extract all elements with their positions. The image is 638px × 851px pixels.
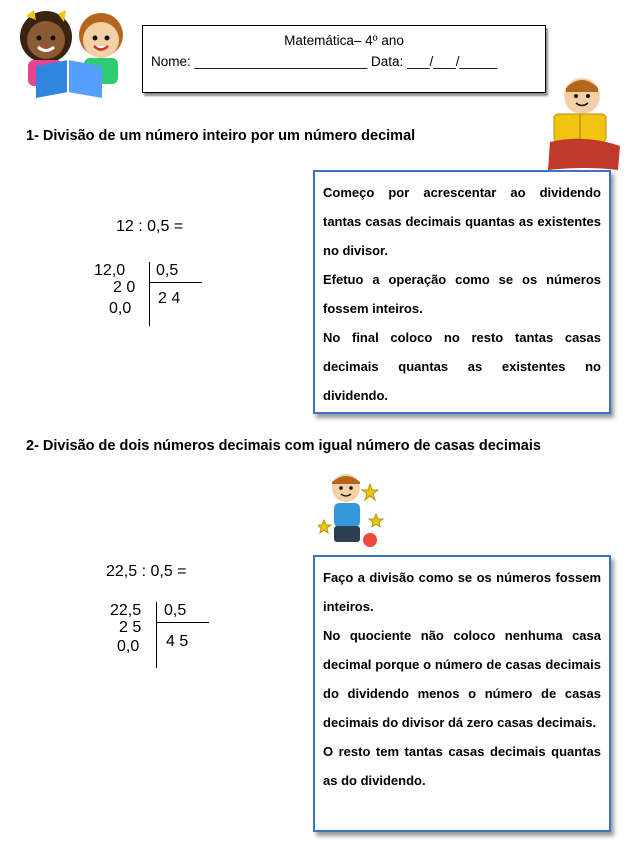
explanation-paragraph: No final coloco no resto tantas casas decimais quantas as existentes no dividendo. bbox=[323, 330, 601, 403]
division-vertical-line bbox=[149, 262, 150, 326]
explanation-paragraph: Faço a divisão como se os números fossem inteiros. bbox=[323, 570, 601, 614]
section-1-long-division bbox=[94, 260, 214, 330]
boy-reading-illustration bbox=[540, 74, 630, 174]
section-2-long-division bbox=[110, 600, 230, 670]
section-1-title: 1- Divisão de um número inteiro por um número decimal bbox=[26, 128, 416, 144]
explanation-paragraph: Começo por acrescentar ao dividendo tantas casas decimais quantas as existentes no divisor. bbox=[323, 185, 601, 258]
header-box bbox=[142, 25, 546, 93]
quotient: 4 5 bbox=[166, 633, 189, 650]
divisor: 0,5 bbox=[164, 602, 187, 619]
section-1-explanation-box bbox=[313, 170, 611, 414]
remainder: 0,0 bbox=[109, 300, 132, 317]
explanation-paragraph: Efetuo a operação como se os números fossem inteiros. bbox=[323, 272, 601, 316]
boy-with-stars-illustration bbox=[318, 470, 386, 554]
divisor: 0,5 bbox=[156, 262, 179, 279]
section-1-expression: 12 : 0,5 = bbox=[116, 218, 184, 235]
division-vertical-line bbox=[156, 602, 157, 668]
division-horizontal-line bbox=[150, 282, 202, 283]
quotient: 2 4 bbox=[158, 290, 181, 307]
name-date-line: Nome: _______________________ Data: ___/___/_____ bbox=[151, 54, 498, 69]
explanation-paragraph: O resto tem tantas casas decimais quantas as do dividendo. bbox=[323, 744, 601, 788]
section-2-explanation-box bbox=[313, 555, 611, 832]
partial-product: 2 5 bbox=[119, 619, 142, 636]
division-horizontal-line bbox=[157, 622, 209, 623]
kids-reading-illustration bbox=[6, 2, 138, 100]
dividend: 22,5 bbox=[110, 602, 142, 619]
partial-product: 2 0 bbox=[113, 279, 136, 296]
worksheet-title: Matemática– 4º ano bbox=[284, 33, 404, 48]
explanation-paragraph: No quociente não coloco nenhuma casa decimal porque o número de casas decimais do dividendo menos o número de casas decimais do divisor dá zero casas decimais. bbox=[323, 628, 601, 730]
section-2-expression: 22,5 : 0,5 = bbox=[106, 563, 187, 580]
remainder: 0,0 bbox=[117, 638, 140, 655]
section-2-title: 2- Divisão de dois números decimais com igual número de casas decimais bbox=[26, 438, 541, 454]
dividend: 12,0 bbox=[94, 262, 126, 279]
